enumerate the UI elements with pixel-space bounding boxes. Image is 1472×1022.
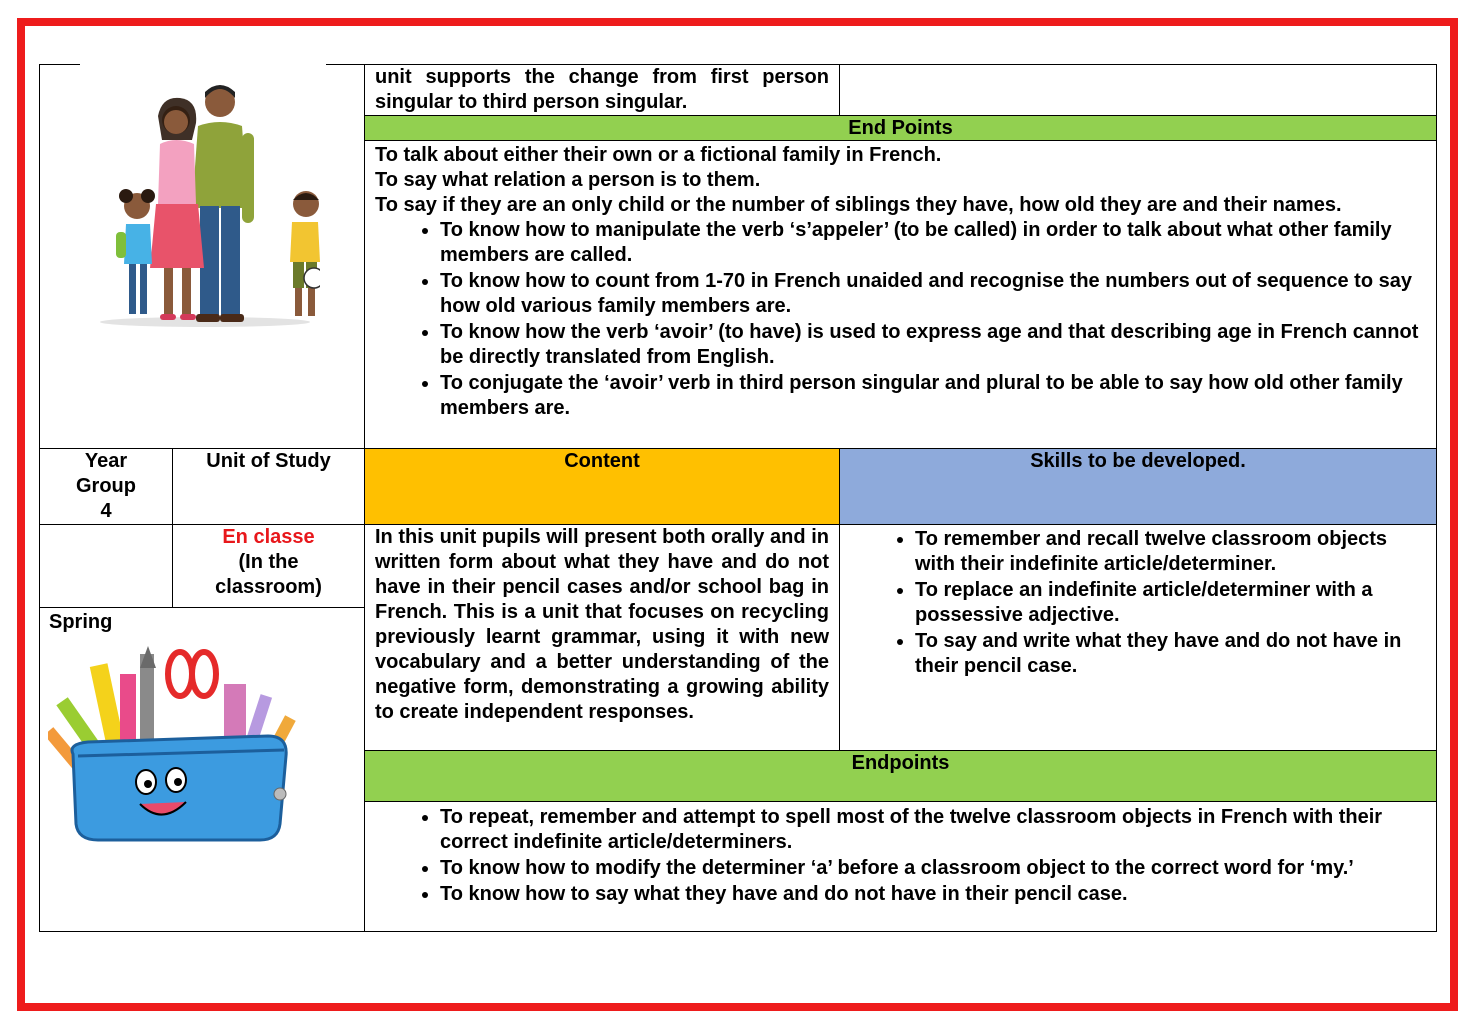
unit-continuation-text: unit supports the change from first person singular to third person singular. (364, 64, 840, 116)
empty-top-right-cell (839, 64, 1437, 116)
end-point-line: To say if they are an only child or the number of siblings they have, how old they are and their names. (375, 194, 1342, 216)
list-item: • To know how the verb ‘avoir’ (to have) is used to express age and that describing age in French cannot be directly translated from English. (440, 320, 1426, 370)
year-group-value-cell (39, 524, 173, 608)
list-item: • To say and write what they have and do not have in their pencil case. (915, 629, 1426, 679)
content-header: Content (364, 448, 840, 525)
list-item: • To know how to say what they have and do not have in their pencil case. (440, 882, 1426, 907)
list-item: • To know how to count from 1-70 in French unaided and recognise the numbers out of sequence to say how old various family members are. (440, 269, 1426, 319)
list-item: • To conjugate the ‘avoir’ verb in third person singular and plural to be able to say how old other family members are. (440, 371, 1426, 421)
family-illustration (100, 78, 320, 328)
family-image-cell (39, 64, 365, 449)
end-point-line: To talk about either their own or a fictional family in French. (375, 144, 942, 166)
term-cell (39, 607, 365, 932)
end-points-list (375, 218, 1426, 421)
endpoints-body (364, 801, 1437, 932)
endpoints-list (375, 805, 1426, 907)
list-item: • To replace an indefinite article/determiner with a possessive adjective. (915, 578, 1426, 628)
content-text-cell: In this unit pupils will present both orally and in written form about what they have and do not have in their pencil cases and/or school bag in French. This is a unit that focuses on recycling previously learnt grammar, using it with new vocabulary and a better understanding of the negative form, demonstrating a growing ability to create independent responses. (364, 524, 840, 751)
endpoints-header: Endpoints (364, 750, 1437, 802)
unit-of-study-header: Unit of Study (172, 448, 365, 525)
end-points-body (364, 140, 1437, 449)
end-points-header: End Points (364, 115, 1437, 141)
term-label: Spring (49, 611, 113, 633)
year-group-header: Year Group 4 (39, 448, 173, 525)
unit-title-cell (172, 524, 365, 608)
list-item: • To repeat, remember and attempt to spell most of the twelve classroom objects in French with their correct indefinite article/determiners. (440, 805, 1426, 855)
unit-title: En classe (222, 526, 315, 548)
pencil-case-illustration (48, 644, 318, 844)
skills-header: Skills to be developed. (839, 448, 1437, 525)
unit-subtitle: (In the classroom) (215, 551, 322, 598)
list-item: • To remember and recall twelve classroom objects with their indefinite article/determiner. (915, 527, 1426, 577)
list-item: • To know how to manipulate the verb ‘s’appeler’ (to be called) in order to talk about what other family members are called. (440, 218, 1426, 268)
skills-cell (839, 524, 1437, 751)
list-item: • To know how to modify the determiner ‘a’ before a classroom object to the correct word for ‘my.’ (440, 856, 1426, 881)
end-point-line: To say what relation a person is to them. (375, 169, 761, 191)
skills-list (840, 527, 1426, 679)
